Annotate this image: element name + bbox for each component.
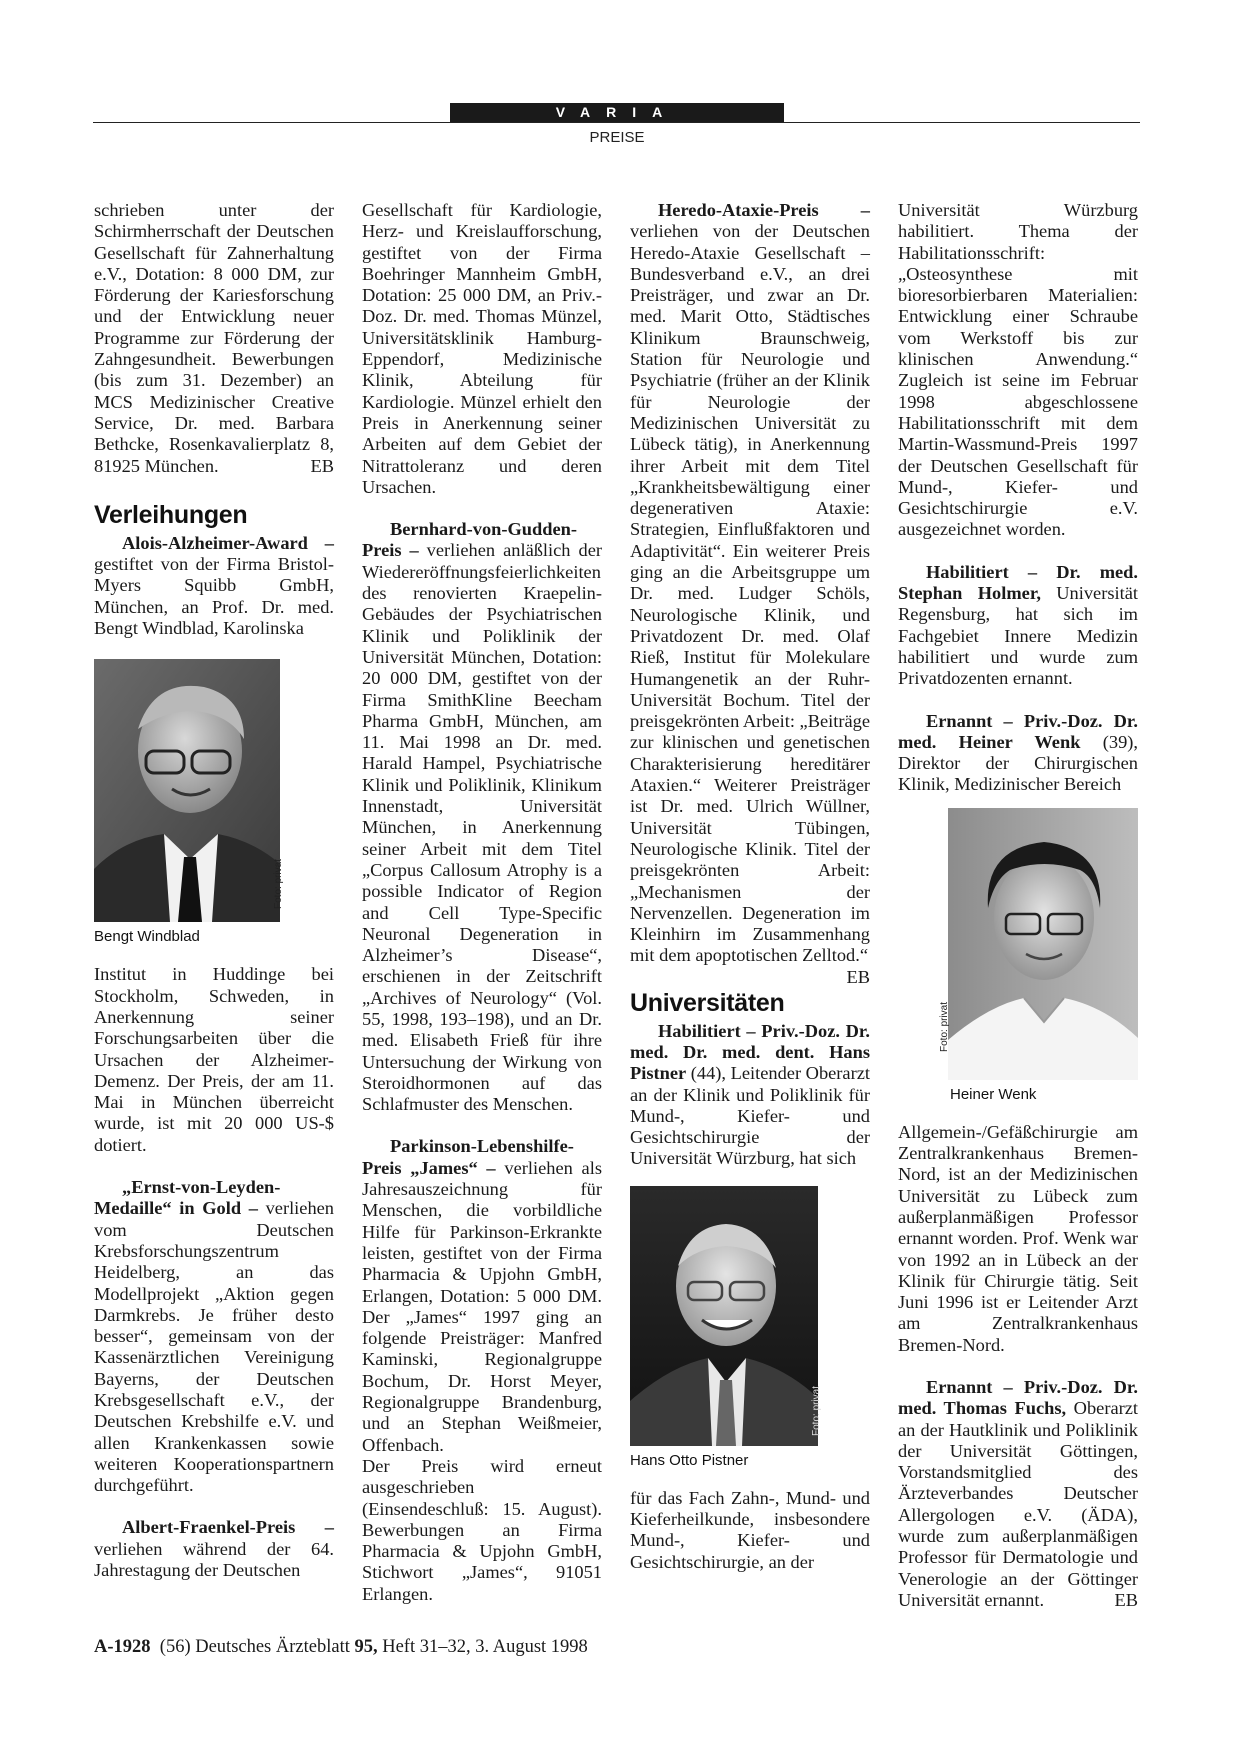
photo-heiner-wenk xyxy=(939,808,1138,1080)
paragraph xyxy=(362,1136,602,1455)
page-footer xyxy=(94,1637,588,1658)
photo-credit: Foto: privat xyxy=(273,859,284,910)
body-text: schrieben unter der Schirmherrschaft der Deutschen Gesellschaft für Zahnerhaltung e.V., Dotation: 8 000 DM, zur Förderung der Kariesforschung und der Entwicklung neuer Programme zur Förderung der Zahngesundheit. Bewerbungen (bis zum 31. Dezember) an MCS Medizinischer Creative Service, Dr. med. Barbara Bethcke, Rosenkavalierplatz 8, 81925 München. xyxy=(94,200,334,476)
photo-caption: Heiner Wenk xyxy=(950,1085,1037,1103)
author-sign: EB xyxy=(846,966,870,987)
lead-text: Bernhard-von-Gudden-Preis – xyxy=(362,519,578,561)
column-1 xyxy=(94,200,334,1581)
paragraph: Allgemein-/Gefäßchirurgie am Zentralkrankenhaus Bremen-Nord, ist an der Medizinischen Universität zu Lübeck zum außerplanmäßigen Professor ernannt worden. Prof. Wenk war von 1992 an in Lübeck an der Klinik für Chirurgie tätig. Seit Juni 1996 ist er Leitender Arzt am Zentralkrankenhaus Bremen-Nord. xyxy=(898,1121,1138,1355)
paragraph xyxy=(630,1021,870,1170)
journal-name: (56) Deutsches Ärzteblatt xyxy=(159,1637,350,1657)
body-text: (44), Leitender Oberarzt an der Klinik und Poliklinik für Mund-, Kiefer- und Gesichtschirurgie der Universität Würzburg, hat sich xyxy=(630,1063,870,1169)
section-heading: Verleihungen xyxy=(94,500,248,529)
lead-text: Parkinson-Lebenshilfe-Preis „James“ – xyxy=(362,1136,574,1178)
paragraph: Gesellschaft für Kardiologie, Herz- und Kreislaufforschung, gestiftet von der Firma Boehringer Mannheim GmbH, Dotation: 25 000 DM, an Priv.-Doz. Dr. med. Thomas Münzel, Universitätsklinik Hamburg-Eppendorf, Medizinische Klinik, Abteilung für Kardiologie. Münzel erhielt den Preis in Anerkennung seiner Arbeiten auf dem Gebiet der Nitrattoleranz und deren Ursachen. xyxy=(362,200,602,497)
lead-text: Habilitiert – Dr. med. Stephan Holmer, xyxy=(898,561,1138,604)
portrait-image xyxy=(630,1186,818,1446)
column-4 xyxy=(898,200,1138,1611)
paragraph xyxy=(94,533,334,639)
section-heading: Universitäten xyxy=(630,988,785,1017)
lead-text: Heredo-Ataxie-Preis – xyxy=(658,200,870,220)
lead-text: Ernannt – Priv.-Doz. Dr. med. Thomas Fuchs, xyxy=(898,1376,1138,1419)
body-text: verliehen vom Deutschen Krebsforschungszentrum Heidelberg, an das Modellprojekt „Aktion gegen Darmkrebs. Je früher desto besser“, gemeinsam von der Kassenärztlichen Vereinigung Bayerns, der Deutschen Krebsgesellschaft e.V., der Deutschen Krebshilfe e.V. und allen Krankenkassen sowie weiteren Kooperationspartnern durchgeführt. xyxy=(94,1198,334,1496)
volume-number: 95, xyxy=(354,1637,378,1657)
paragraph: Der Preis wird erneut ausgeschrieben (Einsendeschluß: 15. August). Bewerbungen an Firma Pharmacia & Upjohn GmbH, Stichwort „James“, 91051 Erlangen. xyxy=(362,1455,602,1604)
body-text: verliehen als Jahresauszeichnung für Menschen, die vorbildliche Hilfe für Parkinson-Erkrankte leisten, gestiftet von der Firma Pharmacia & Upjohn GmbH, Erlangen, Dotation: 5 000 DM. Der „James“ 1997 ging an folgende Preisträger: Manfred Kaminski, Regionalgruppe Bochum, Dr. Horst Meyer, Regionalgruppe Brandenburg, und an Stephan Weißmeier, Offenbach. xyxy=(362,1157,602,1455)
body-text: gestiftet von der Firma Bristol-Myers Squibb GmbH, München, an Prof. Dr. med. Bengt Windblad, Karolinska xyxy=(94,554,334,639)
portrait-image xyxy=(94,659,280,922)
paragraph xyxy=(898,1377,1138,1611)
lead-text: „Ernst-von-Leyden-Medaille“ in Gold – xyxy=(94,1177,281,1219)
paragraph xyxy=(94,1177,334,1496)
photo-credit: Foto: privat xyxy=(939,1001,950,1052)
paragraph: Institut in Huddinge bei Stockholm, Schweden, in Anerkennung seiner Forschungsarbeiten über die Ursachen der Alzheimer-Demenz. Der Preis, der am 11. Mai in München überreicht wurde, ist mit 20 000 US-$ dotiert. xyxy=(94,964,334,1155)
issue-info: Heft 31–32, 3. August 1998 xyxy=(382,1637,588,1657)
lead-text: Habilitiert – Priv.-Doz. Dr. med. Dr. med. dent. Hans Pistner xyxy=(630,1020,870,1084)
section-banner: VARIA xyxy=(450,103,784,122)
paragraph xyxy=(362,519,602,1115)
lead-text: Albert-Fraenkel-Preis – xyxy=(122,1517,334,1538)
photo-credit: Foto: privat xyxy=(811,1385,822,1436)
author-sign: EB xyxy=(310,455,334,476)
paragraph: für das Fach Zahn-, Mund- und Kieferheilkunde, insbesondere Mund-, Kiefer- und Gesichtschirurgie, an der xyxy=(630,1487,870,1572)
body-text: verliehen während der 64. Jahrestagung der Deutschen xyxy=(94,1538,334,1581)
lead-text: Ernannt – Priv.-Doz. Dr. med. Heiner Wenk xyxy=(898,710,1138,752)
photo-hans-otto-pistner xyxy=(630,1186,822,1446)
paragraph xyxy=(630,200,871,987)
column-3 xyxy=(630,200,870,1573)
paragraph xyxy=(94,200,334,477)
photo-bengt-windblad xyxy=(94,659,284,922)
paragraph xyxy=(898,711,1138,796)
body-text: (39), Direktor der Chirurgischen Klinik, Medizinischer Bereich xyxy=(898,731,1138,795)
page-number: A-1928 xyxy=(94,1637,151,1657)
author-sign: EB xyxy=(1114,1589,1138,1610)
photo-caption: Bengt Windblad xyxy=(94,928,200,946)
body-text: verliehen anläßlich der Wiedereröffnungsfeierlichkeiten des renovierten Kraepelin-Gebäudes der Psychiatrischen Klinik und Poliklinik der Universität München, Dotation: 20 000 DM, gestiftet von der Firma SmithKline Beecham Pharma GmbH, München, am 11. Mai 1998 an Dr. med. Harald Hampel, Psychiatrische Klinik und Poliklinik, Klinikum Innenstadt, Universität München, in Anerkennung seiner Arbeit mit dem Titel „Corpus Callosum Atrophy is a possible Indicator of Region and Cell Type-Specific Neuronal Degeneration in Alzheimer’s Disease“, erschienen in der Zeitschrift „Archives of Neurology“ (Vol. 55, 1998, 193–198), und an Dr. med. Elisabeth Frieß für ihre Untersuchung der Wirkung von Steroidhormonen auf das Schlafmuster des Menschen. xyxy=(362,540,602,1115)
column-2 xyxy=(362,200,602,1605)
subsection-label: PREISE xyxy=(589,129,645,146)
paragraph: Universität Würzburg habilitiert. Thema der Habilitationsschrift: „Osteosynthese mit bioresorbierbaren Materialien: Entwicklung einer Schraube vom Werkstoff bis zur klinischen Anwendung.“ Zugleich ist seine im Februar 1998 abgeschlossene Habilitationsschrift mit dem Martin-Wassmund-Preis 1997 der Deutschen Gesellschaft für Mund-, Kiefer- und Gesichtschirurgie e.V. ausgezeichnet worden. xyxy=(898,200,1138,540)
paragraph xyxy=(898,562,1138,690)
paragraph xyxy=(94,1517,334,1581)
lead-text: Alois-Alzheimer-Award – xyxy=(122,532,334,553)
header-rule xyxy=(93,122,1140,123)
body-text: verliehen von der Deutschen Heredo-Ataxie Gesellschaft – Bundesverband e.V., an drei Preisträger, und zwar an Dr. med. Marit Otto, Städtisches Klinikum Braunschweig, Station für Neurologie und Psychiatrie (früher an der Klinik für Neurologie der Medizinischen Universität zu Lübeck tätig), in Anerkennung ihrer Arbeit mit dem Titel „Krankheitsbewältigung einer degenerativen Ataxie: Strategien, Einflußfaktoren und Adaptivität“. Ein weiterer Preis ging an die Arbeitsgruppe um Dr. med. Ludger Schöls, Neurologische Klinik, und Privatdozent Dr. med. Olaf Rieß, Institut für Molekulare Humangenetik an der Ruhr-Universität Bochum. Titel der preisgekrönten Arbeit: „Beiträge zur klinischen und genetischen Charakterisierung hereditärer Ataxien.“ Weiterer Preisträger ist Dr. med. Ulrich Wüllner, Universität Tübingen, Neurologische Klinik. Titel der preisgekrönten Arbeit: „Mechanismen der Nervenzellen. Degeneration im Kleinhirn im Zusammenhang mit dem apoptotischen Zelltod.“ xyxy=(630,221,871,966)
body-text: Universität Regensburg, hat sich im Fachgebiet Innere Medizin habilitiert und wurde zum Privatdozenten ernannt. xyxy=(898,583,1138,689)
body-text: Oberarzt an der Hautklinik und Poliklinik der Universität Göttingen, Vorstandsmitglied des Ärzteverbandes Deutscher Allergologen e.V. (ÄDA), wurde zum außerplanmäßigen Professor für Dermatologie und Venerologie an der Göttinger Universität ernannt. xyxy=(898,1398,1139,1610)
portrait-image xyxy=(948,808,1138,1080)
photo-caption: Hans Otto Pistner xyxy=(630,1451,749,1469)
